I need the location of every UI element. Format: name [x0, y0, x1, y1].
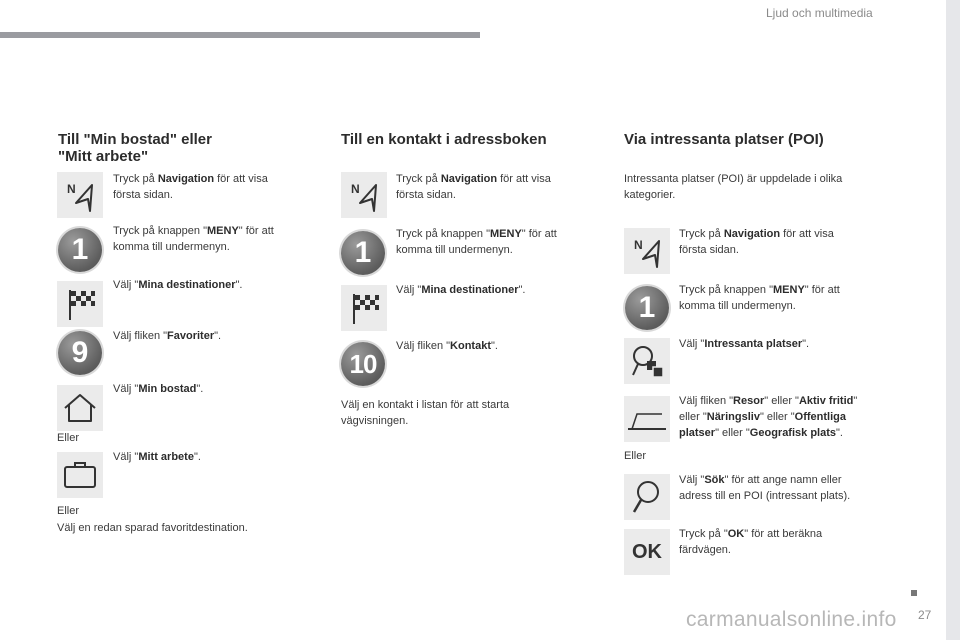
- col1-step2: Tryck på knappen "MENY" för att komma till undermenyn.: [113, 225, 274, 253]
- search-icon: [624, 474, 670, 520]
- home-icon: [57, 385, 103, 431]
- section-title: Ljud och multimedia: [766, 6, 873, 20]
- page-marker: [911, 590, 917, 596]
- step-badge-9: 9: [58, 331, 102, 375]
- checkered-flag-icon: [57, 281, 103, 327]
- col1-step3: Välj "Mina destinationer".: [113, 279, 243, 291]
- svg-text:N: N: [351, 182, 360, 196]
- col1-step4: Välj fliken "Favoriter".: [113, 330, 222, 342]
- col2-step2: Tryck på knappen "MENY" för att komma till undermenyn.: [396, 228, 557, 256]
- col3-step2: Tryck på knappen "MENY" för att komma till undermenyn.: [679, 284, 840, 312]
- navigation-icon: [624, 228, 670, 274]
- col3-or-1: Eller: [624, 450, 647, 462]
- ok-icon-label: OK: [632, 540, 662, 563]
- poi-search-icon: [624, 338, 670, 384]
- col1-step7: Välj en redan sparad favoritdestination.: [57, 522, 248, 534]
- header-bar: [0, 32, 480, 38]
- page-number: 27: [918, 608, 932, 622]
- step-badge-10: 10: [341, 342, 385, 386]
- col3-step5: Välj "Sök" för att ange namn eller adress till en POI (intressant plats).: [679, 474, 851, 502]
- briefcase-icon: [57, 452, 103, 498]
- col3-intro: Intressanta platser (POI) är uppdelade i olika kategorier.: [624, 173, 843, 201]
- col1-or-1: Eller: [57, 432, 80, 444]
- ok-icon: [624, 529, 670, 575]
- col1-step1: Tryck på Navigation för att visa första sidan.: [113, 173, 268, 201]
- navigation-icon: [341, 172, 387, 218]
- right-margin-strip: [946, 0, 960, 640]
- col3-step1: Tryck på Navigation för att visa första sidan.: [679, 228, 834, 256]
- col1-step5: Välj "Min bostad".: [113, 383, 204, 395]
- svg-text:N: N: [634, 238, 643, 252]
- step-badge-1: 1: [58, 228, 102, 272]
- col2-step4: Välj fliken "Kontakt".: [396, 340, 498, 352]
- watermark: carmanualsonline.info: [686, 608, 897, 631]
- step-badge-1: 1: [625, 286, 669, 330]
- col3-step4: Välj fliken "Resor" eller "Aktiv fritid" eller "Näringsliv" eller "Offentliga platser" eller "Geografisk plats".: [679, 395, 858, 439]
- road-tab-icon: [624, 396, 670, 442]
- col1-step6: Välj "Mitt arbete".: [113, 451, 201, 463]
- col2-step5: Välj en kontakt i listan för att starta vägvisningen.: [341, 399, 510, 427]
- col1-title: Till "Min bostad" eller "Mitt arbete": [58, 131, 212, 165]
- col2-step1: Tryck på Navigation för att visa första sidan.: [396, 173, 551, 201]
- svg-text:N: N: [67, 182, 76, 196]
- col2-title: Till en kontakt i adressboken: [341, 131, 547, 148]
- navigation-icon: [57, 172, 103, 218]
- step-badge-1: 1: [341, 231, 385, 275]
- col1-or-2: Eller: [57, 505, 80, 517]
- checkered-flag-icon: [341, 285, 387, 331]
- col2-step3: Välj "Mina destinationer".: [396, 284, 526, 296]
- col3-step6: Tryck på "OK" för att beräkna färdvägen.: [679, 528, 823, 556]
- col3-title: Via intressanta platser (POI): [624, 131, 824, 148]
- col3-step3: Välj "Intressanta platser".: [679, 338, 810, 350]
